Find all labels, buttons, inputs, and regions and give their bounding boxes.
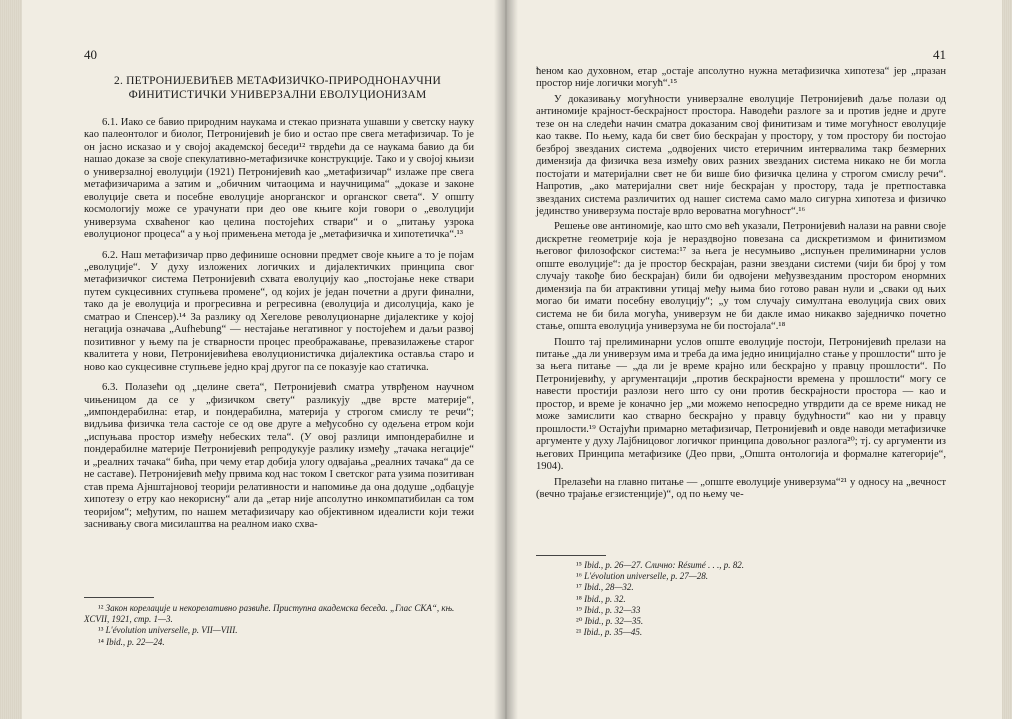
footnote-21 [536,627,946,638]
footnote-rule-left [84,597,154,598]
right-footnotes [536,560,946,638]
footnote-text: Закон корелације и некорелативно развиће. Приступна академска беседа. „Глас СКА“, књ. XCVII, 1921, стр. 1—3. [84,603,455,625]
footnote-text: L'évolution universelle, p. 27—28. [584,571,709,582]
footnote-text: Ibid., p. 32—33 [584,604,641,615]
footnote-marker: ¹⁹ [576,604,582,615]
left-body-text [84,117,474,532]
section-heading [80,74,475,102]
footnote-marker: ¹³ [98,625,104,636]
footnote-text: Ibid., p. 35—45. [583,627,643,638]
paragraph-continued: ћеном као духовном, етар „остаје апсолутно нужна метафизичка хипотеза“ јер „празан простор није логички могућ“.¹⁵ [536,66,946,90]
book-gutter [494,0,518,719]
footnote-marker: ¹⁶ [576,571,582,582]
paragraph-6-1: 6.1. Иако се бавио природним наукама и стекао призната ушавши у светску науку као палеонтолог и биолог, Петронијевић је био и остао пре свега метафизичар. То је он јасно исказао и у својој академској беседи¹² тврдећи да се наукама бавио да би нашао доказе за своје спекулативно-метафизичке конструкције. Тако и у својој књизи о универзалној еволуцији (1921) Петронијевић као „метафизичар“ излаже пре свега метафизичарима а затим и „обичним читаоцима и научницима“ „доказе и законе еволуције света и посебне еволуције анорганског и органског света“. У општу космологију може се урачунати при део ове књиге који говори о „еволуцији универзума схваћеног као целина постојећих ствари“ и о „питању узрока еволуционог процеса“ а у њој примењена метода је „метафизичка и хипотетичка“.¹³ [84,117,474,241]
page-edge-left [0,0,22,719]
right-page [506,0,1012,719]
footnote-13 [84,625,474,636]
footnote-14 [84,637,474,648]
footnote-text: Ibid., p. 32—35. [584,616,644,627]
paragraph-6-2: 6.2. Наш метафизичар прво дефинише основни предмет своје књиге а то је појам „еволуције“. У духу изложених логичких и дијалектичких принципа свог метафизичког система Петронијевић схвата еволуцију као „постојање неке ствари путем сукцесивних ступњева промене“, од којих је један почетни а други финални, тако да је еволуција и прогресивна и регресивна (еволуција и дисолуција, како је сматрао и Спенсер).¹⁴ За разлику од Хегелове револуционарне дијалектике у којој негација означава „Aufhebung“ — нестајање негативног у постојећем и даљи развој позитивног у њему па је стварности процес преображавање, превазилажење старог квалитета у нови, Петронијевићева еволуционистичка дијалектика оставља старо и ново као сукцесивне ступњеве једно крај другог па се показује као статичка. [84,249,474,373]
footnote-text: Ibid., p. 26—27. Слично: Résumé . . ., p. 82. [584,560,745,570]
footnote-text: L'évolution universelle, p. VII—VIII. [105,625,238,636]
footnote-marker: ¹⁸ [576,593,582,604]
footnote-marker: ²⁰ [576,616,583,627]
footnote-15 [536,560,946,571]
footnote-marker: ¹² [98,603,104,613]
footnote-12 [84,603,474,625]
footnote-text: Ibid., p. 32. [584,593,626,604]
footnote-text: Ibid., p. 22—24. [106,636,165,647]
footnote-18 [536,594,946,605]
paragraph-initial-state: Пошто тај прелиминарни услов опште еволуције постоји, Петронијевић прелази на питање „да ли универзум има и треба да има једно иницијално стање у прошлости“ што је за њега питање — „да ли је време крајно или бескрајно у правцу прошлости“. По Петронијевићу, у аргументацији „против бескрајности времена у прошлости“ могу се навести простији разлози него што су они против бескрајности простора — као и простор, и време је коначно јер „ми можемо непосредно утврдити да се време никад не може замислити као стварно бескрајно у правцу будућности“ као ни у правцу прошлости.¹⁹ Остајући примарно метафизичар, Петронијевић и овде наводи метафизичке аргументе у духу Лајбницовог логичког принципа довољног разлога²⁰; тј. су аргументи из његових Принципа метафизике (Део први, „Општа онтологија и формалне категорије“, 1904). [536,336,946,473]
paragraph-main-question: Прелазећи на главно питање — „опште еволуције универзума“²¹ у односу на „вечност (вечно трајање егзистенције)“, од по њему че- [536,476,946,500]
footnote-marker: ¹⁷ [576,582,582,593]
footnote-marker: ¹⁵ [576,560,582,570]
heading-line-1: 2. ПЕТРОНИЈЕВИЋЕВ МЕТАФИЗИЧКО-ПРИРОДНОНАУЧНИ [114,75,441,87]
page-number-right: 41 [933,47,946,62]
footnote-marker: ²¹ [576,627,582,638]
footnote-17 [536,582,946,593]
footnote-text: Ibid., 28—32. [584,582,634,593]
left-footnotes [84,603,474,648]
paragraph-solution: Решење ове антиномије, као што смо већ указали, Петронијевић налази на равни своје дискретне геометрије која је нераздвојно повезана са дискретизмом и финитизмом његовог филозофског система:¹⁷ за њега је несумњиво „испуњен прелиминарни услов опште еволуције“: да је простор бескрајан, разни звездани системи (чији би број у том случају такође био бескрајан) били би одвојени међузвезданим простором енормних димензија па би атрактивни утицај међу њима био готово раван нули и „сваки од њих могао би имати посебну еволуцију“; „у том случају симултана еволуција свих ових система не би била могућа, универзум не би дакле имао никакво заједничко почетно стање, општа еволуција универзума не би постојала“.¹⁸ [536,221,946,333]
footnote-marker: ¹⁴ [98,636,104,647]
heading-line-2: ФИНИТИСТИЧКИ УНИВЕРЗАЛНИ ЕВОЛУЦИОНИЗАМ [128,89,427,101]
right-body-text [536,66,946,501]
page-number-left: 40 [84,47,97,62]
paragraph-6-3: 6.3. Полазећи од „целине света“, Петронијевић сматра утврђеном научном чињеницом да се у „физичком свету“ разликују „две врсте материје“, „импондерабилна: етар, и пондерабилна, материја у строгом смислу те речи“; видљива физичка тела састоје се од ове друге а међусобно су одељена етром који „испуњава простор између небеских тела“. (У овој разлици импондерабилне и пондерабилне материје Петронијевић репродукује разлику између „тачака негације“ и „реалних тачака“ бића, при чему етар добија улогу одвајања „реалних тачака“ да се не саставе). Петронијевић међу првима код нас током I светског рата узима позитиван став према Ајнштајновој теорији релативности и напомиње да она додуше „одбацује хипотезу о етру као некорисну“ али да „етар није апсолутно инкомпатибилан са том теоријом“; међутим, по нашем метафизичару као објективном идеалисти који тежи заснивању свога мисилаштва на реалном иако схва- [84,382,474,531]
footnote-20 [536,616,946,627]
footnote-19 [536,605,946,616]
footnote-16 [536,571,946,582]
page-edge-right [1002,0,1012,719]
footnote-rule-right [536,555,606,556]
paragraph-antinomy: У доказивању могућности универзалне еволуције Петронијевић даље полази од антиномије крајност-бескрајност простора. Наводећи разлоге за и против једне и друге тезе он на следећи начин сматра доказаним свој финитизам и тиме могућност еволуције као такве. По њему, када би свет био бескрајан у простору, у том простору би постојао безброј звезданих система „одвојених чисто етеричним интервалима такр безмерних димензија да физичка веза између ових разних звезданих система никако не би могла постојати и материјални свет не би више био физичка целина у строгом смислу речи“. Напротив, „ако материјални свет није бескрајан у простору, тада је претпоставка звезданих система различитих од нашег система само мало сигурна хипотеза и физичко јединство универзума постаје врло вероватна могућност“.¹⁶ [536,93,946,217]
